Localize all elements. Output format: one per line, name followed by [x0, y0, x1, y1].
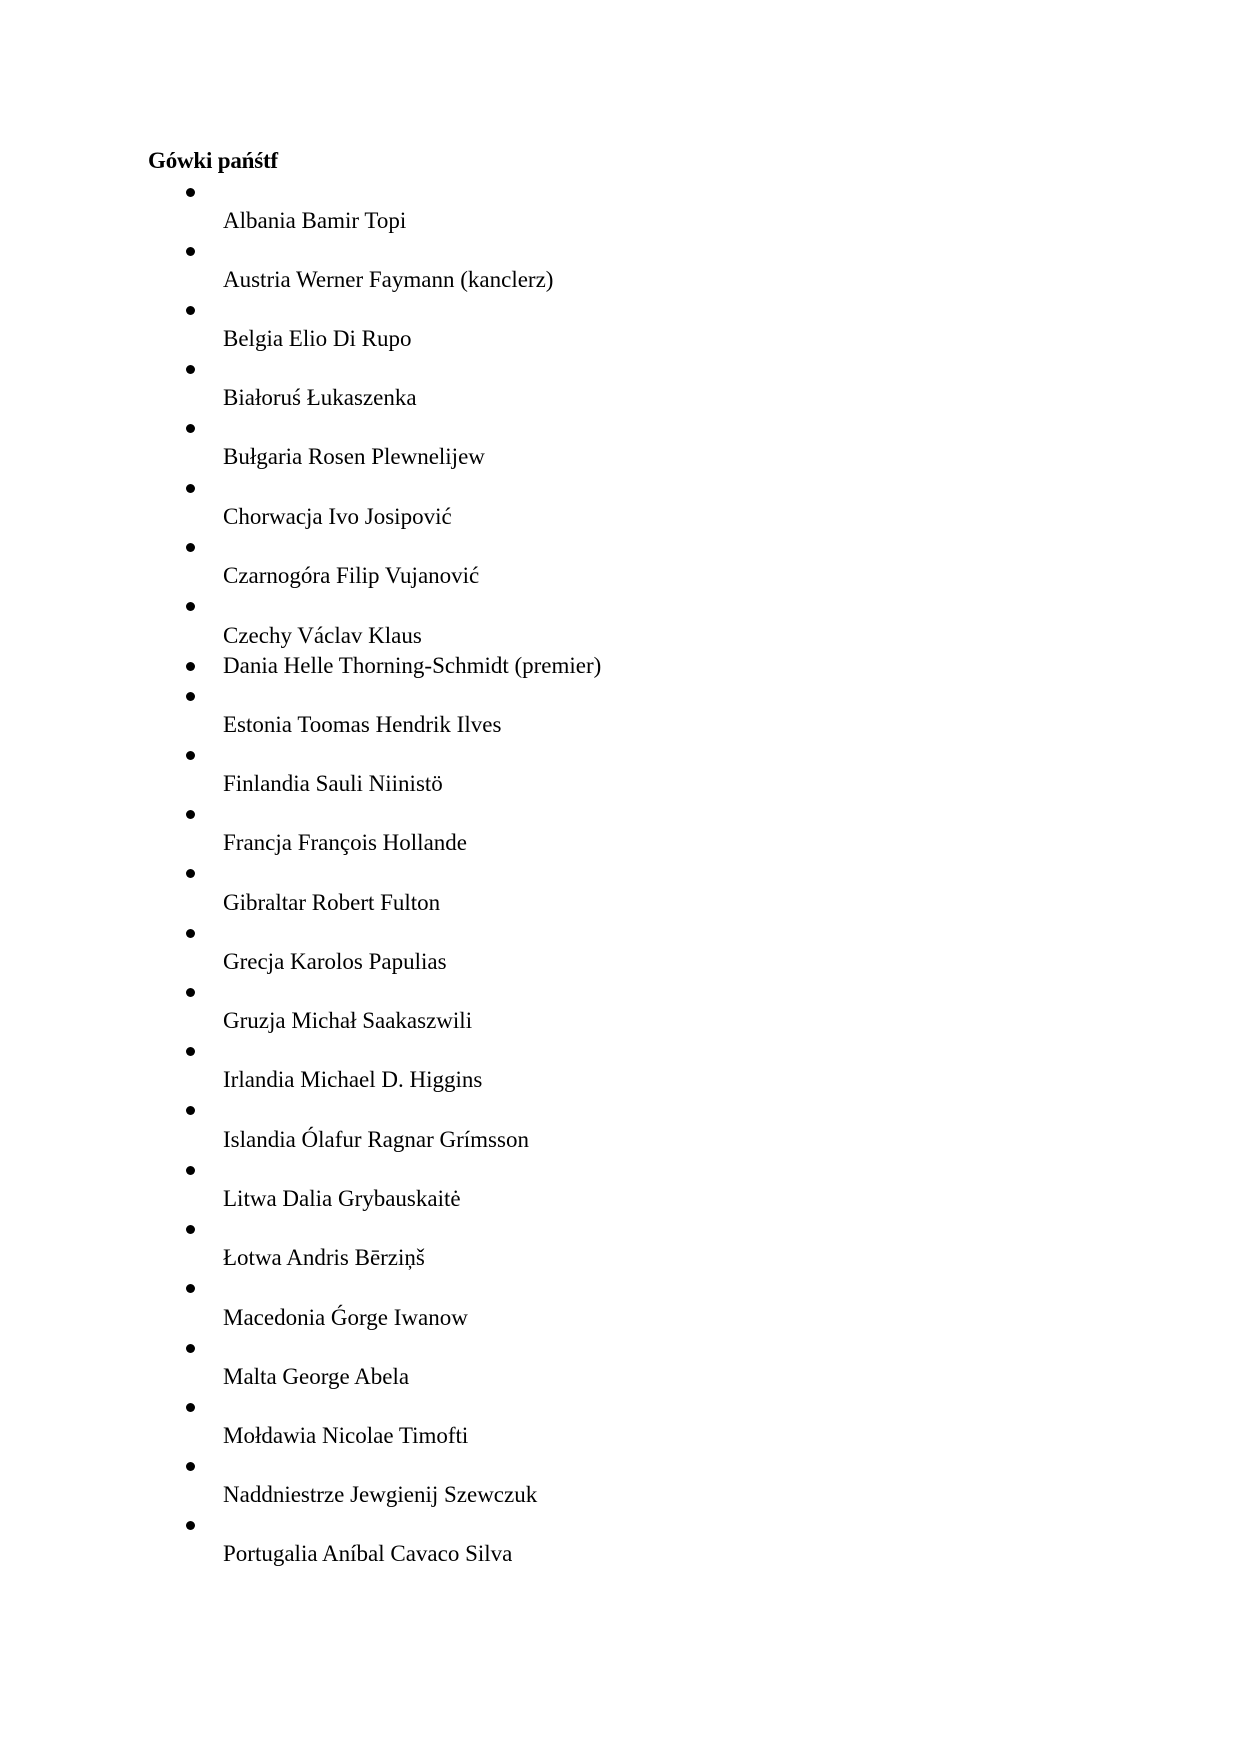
- list-bullet: [186, 306, 195, 315]
- list-item: Francja François Hollande: [223, 830, 467, 855]
- list-bullet: [186, 1047, 195, 1056]
- list-bullet: [186, 988, 195, 997]
- list-bullet: [186, 602, 195, 611]
- list-item: Łotwa Andris Bērziņš: [223, 1245, 425, 1270]
- list-item: Grecja Karolos Papulias: [223, 949, 447, 974]
- list-item: Chorwacja Ivo Josipović: [223, 504, 452, 529]
- list-bullet: [186, 1403, 195, 1412]
- list-bullet: [186, 484, 195, 493]
- list-item: Gibraltar Robert Fulton: [223, 890, 441, 915]
- list-item: Gruzja Michał Saakaszwili: [223, 1008, 473, 1033]
- list-item: Portugalia Aníbal Cavaco Silva: [223, 1541, 513, 1566]
- list-item: Bułgaria Rosen Plewnelijew: [223, 444, 485, 469]
- list-item: Macedonia Ǵorge Iwanow: [223, 1305, 468, 1330]
- list-bullet: [186, 1166, 195, 1175]
- list-item: Austria Werner Faymann (kanclerz): [223, 267, 554, 292]
- list-item: Irlandia Michael D. Higgins: [223, 1067, 483, 1092]
- list-bullet: [186, 1344, 195, 1353]
- list-item: Mołdawia Nicolae Timofti: [223, 1423, 469, 1448]
- list-item: Islandia Ólafur Ragnar Grímsson: [223, 1127, 529, 1152]
- list-item: Finlandia Sauli Niinistö: [223, 771, 443, 796]
- list-bullet: [186, 247, 195, 256]
- list-item: Czechy Václav Klaus: [223, 623, 422, 648]
- list-item: Malta George Abela: [223, 1364, 410, 1389]
- list-bullet: [186, 810, 195, 819]
- list-bullet: [186, 869, 195, 878]
- list-item: Albania Bamir Topi: [223, 208, 407, 233]
- list-bullet: [186, 365, 195, 374]
- list-item: Białoruś Łukaszenka: [223, 385, 417, 410]
- list-bullet: [186, 1225, 195, 1234]
- list-bullet: [186, 543, 195, 552]
- list-bullet: [186, 929, 195, 938]
- list-bullet: [186, 1462, 195, 1471]
- list-bullet: [186, 692, 195, 701]
- list-item: Dania Helle Thorning-Schmidt (premier): [223, 653, 602, 678]
- list-item: Estonia Toomas Hendrik Ilves: [223, 712, 502, 737]
- list-bullet: [186, 424, 195, 433]
- list-item: Belgia Elio Di Rupo: [223, 326, 412, 351]
- list-bullet: [186, 1521, 195, 1530]
- list-bullet: [186, 1284, 195, 1293]
- list-bullet: [186, 662, 195, 671]
- list-bullet: [186, 188, 195, 197]
- list-item: Naddniestrze Jewgienij Szewczuk: [223, 1482, 538, 1507]
- document-title: Gówki pańśtf: [148, 148, 278, 173]
- list-bullet: [186, 751, 195, 760]
- list-bullet: [186, 1106, 195, 1115]
- list-item: Czarnogóra Filip Vujanović: [223, 563, 480, 588]
- list-item: Litwa Dalia Grybauskaitė: [223, 1186, 461, 1211]
